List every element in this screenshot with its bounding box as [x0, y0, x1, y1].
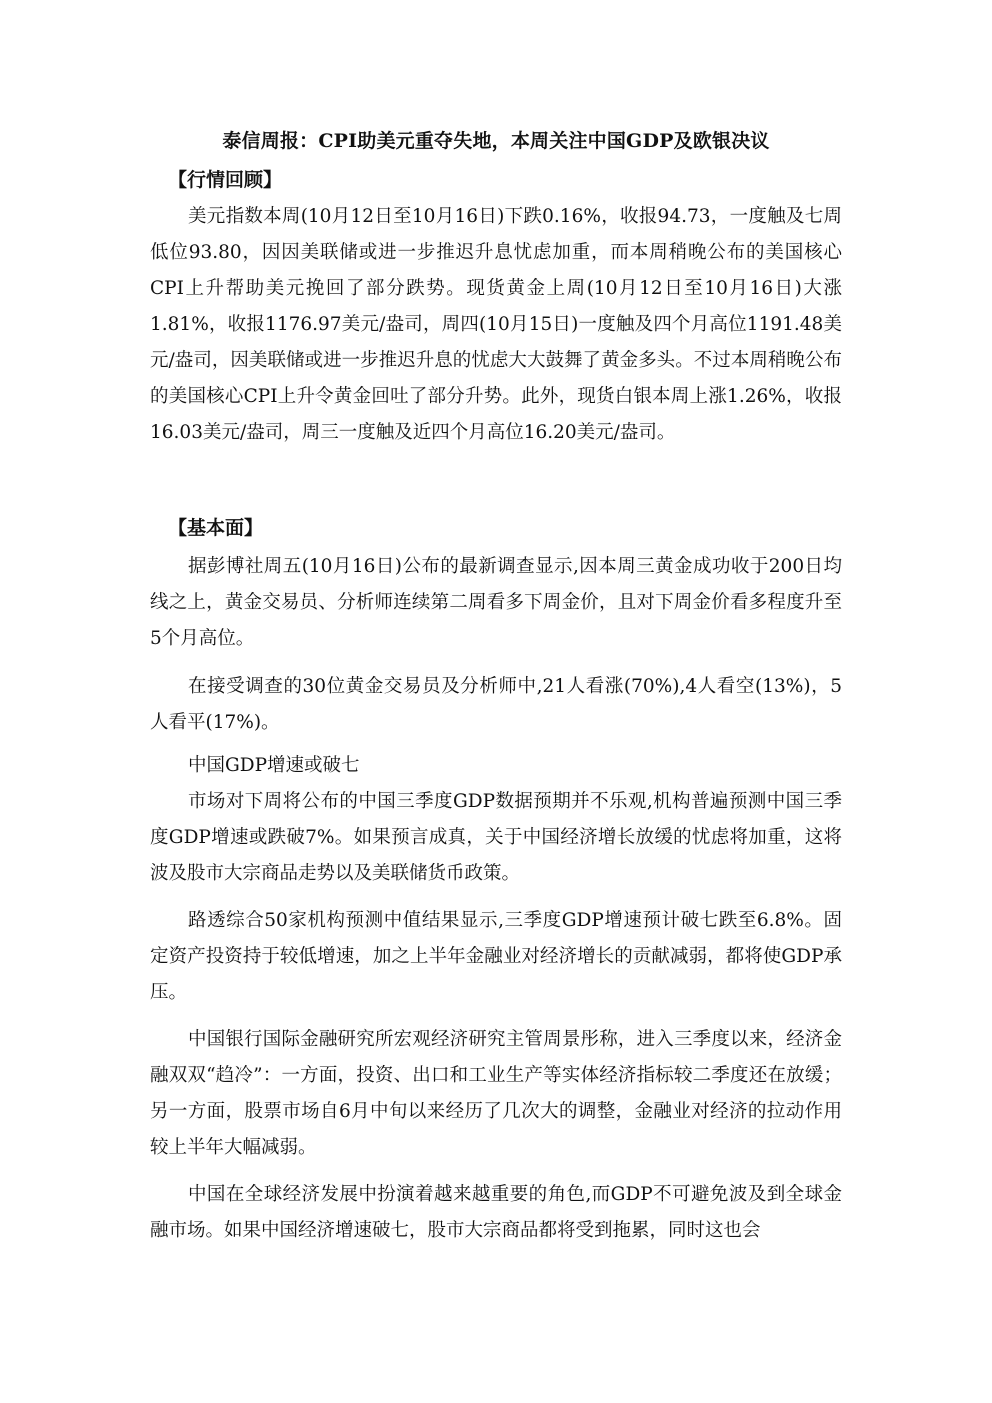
market-review-paragraph: 美元指数本周(10月12日至10月16日)下跌0.16%，收报94.73，一度触及七周低位93.80，因因美联储或进一步推迟升息忧虑加重，而本周稍晚公布的美国核心CPI上升帮助美元挽回了部分跌势。现货黄金上周(10月12日至10月16日)大涨1.81%，收报1176.97美元/盎司，周四(10月15日)一度触及四个月高位1191.48美元/盎司，因美联储或进一步推迟升息的忧虑大大鼓舞了黄金多头。不过本周稍晚公布的美国核心CPI上升令黄金回吐了部分升势。此外，现货白银本周上涨1.26%，收报16.03美元/盎司，周三一度触及近四个月高位16.20美元/盎司。	[150, 206, 842, 443]
fundamentals-paragraph-1: 据彭博社周五(10月16日)公布的最新调查显示,因本周三黄金成功收于200日均线之上，黄金交易员、分析师连续第二周看多下周金价，且对下周金价看多程度升至5个月高位。	[150, 556, 842, 649]
fundamentals-paragraph-5: 中国银行国际金融研究所宏观经济研究主管周景彤称，进入三季度以来，经济金融双双“趋冷”：一方面，投资、出口和工业生产等实体经济指标较二季度还在放缓；另一方面，股票市场自6月中旬以来经历了几次大的调整，金融业对经济的拉动作用较上半年大幅减弱。	[150, 1029, 842, 1158]
fundamentals-paragraph-3: 市场对下周将公布的中国三季度GDP数据预期并不乐观,机构普遍预测中国三季度GDP增速或跌破7%。如果预言成真，关于中国经济增长放缓的忧虑将加重，这将波及股市大宗商品走势以及美联储货币政策。	[150, 791, 842, 884]
fundamentals-paragraph-6: 中国在全球经济发展中扮演着越来越重要的角色,而GDP不可避免波及到全球金融市场。如果中国经济增速破七，股市大宗商品都将受到拖累，同时这也会	[150, 1184, 842, 1241]
fundamentals-paragraph-2: 在接受调查的30位黄金交易员及分析师中,21人看涨(70%),4人看空(13%)，5人看平(17%)。	[150, 676, 842, 733]
section-heading-market-review: 【行情回顾】	[168, 169, 283, 191]
document-title: 泰信周报：CPI助美元重夺失地，本周关注中国GDP及欧银决议	[222, 130, 770, 152]
section-heading-fundamentals: 【基本面】	[168, 517, 264, 539]
fundamentals-paragraph-4: 路透综合50家机构预测中值结果显示,三季度GDP增速预计破七跌至6.8%。固定资产投资持于较低增速，加之上半年金融业对经济增长的贡献减弱，都将使GDP承压。	[150, 910, 842, 1003]
fundamentals-subheading: 中国GDP增速或破七	[188, 755, 360, 776]
